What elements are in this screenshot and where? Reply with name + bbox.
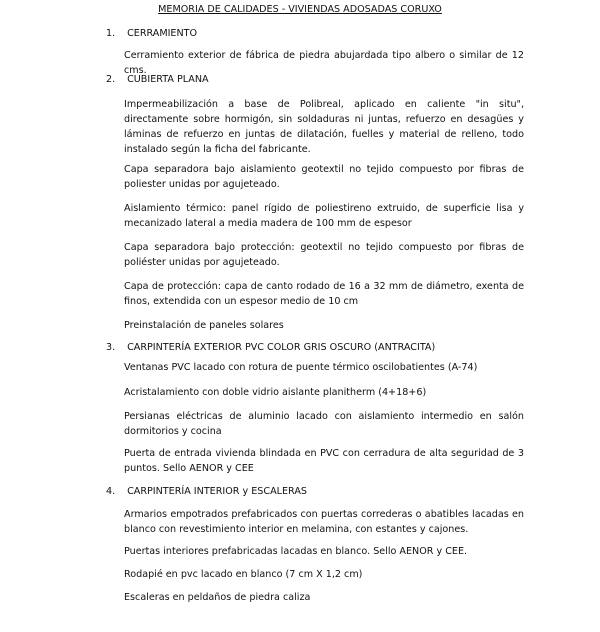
- paragraph: Puerta de entrada vivienda blindada en PVC con cerradura de alta seguridad de 3 puntos. Sello AENOR y CEE: [124, 448, 524, 474]
- paragraph: Capa de protección: capa de canto rodado de 16 a 32 mm de diámetro, exenta de finos, extendida con un espesor medio de 10 cm: [124, 281, 524, 307]
- section-title: CUBIERTA PLANA: [127, 74, 209, 85]
- section-heading-cerramiento: [106, 26, 586, 41]
- paragraph: Ventanas PVC lacado con rotura de puente térmico oscilobatientes (A-74): [124, 362, 478, 373]
- section-heading-carpinteria-interior: [106, 484, 586, 499]
- paragraph: Rodapié en pvc lacado en blanco (7 cm X 1,2 cm): [124, 569, 363, 580]
- paragraph: Cerramiento exterior de fábrica de piedra abujardada tipo albero o similar de 12 cms.: [124, 50, 524, 76]
- section-number: 1.: [106, 28, 116, 39]
- section-heading-cubierta-plana: [106, 72, 586, 87]
- paragraph: Puertas interiores prefabricadas lacadas en blanco. Sello AENOR y CEE.: [124, 546, 468, 557]
- paragraph: Capa separadora bajo protección: geotextil no tejido compuesto por fibras de poliéster unidas por agujeteado.: [124, 242, 524, 268]
- paragraph: Armarios empotrados prefabricados con puertas correderas o abatibles lacadas en blanco con revestimiento interior en melamina, con estantes y cajones.: [124, 509, 524, 535]
- paragraph: Persianas eléctricas de aluminio lacado con aislamiento intermedio en salón dormitorios y cocina: [124, 411, 524, 437]
- paragraph: Escaleras en peldaños de piedra caliza: [124, 592, 311, 603]
- section-title: CERRAMIENTO: [127, 28, 198, 39]
- section-number: 3.: [106, 342, 116, 353]
- paragraph: Aislamiento térmico: panel rígido de poliestireno extruido, de superficie lisa y mecanizado lateral a media madera de 100 mm de espesor: [124, 203, 524, 229]
- paragraph: Preinstalación de paneles solares: [124, 320, 284, 331]
- paragraph: Capa separadora bajo aislamiento geotextil no tejido compuesto por fibras de poliester unidas por agujeteado.: [124, 164, 524, 190]
- section-heading-carpinteria-exterior: [106, 340, 586, 355]
- section-number: 2.: [106, 74, 116, 85]
- section-title: CARPINTERÍA INTERIOR y ESCALERAS: [127, 486, 307, 497]
- paragraph: Impermeabilización a base de Polibreal, aplicado en caliente "in situ", directamente sobre hormigón, sin soldaduras ni juntas, refuerzo en desagües y láminas de refuerzo en juntas de dilatación, fuelles y material de relleno, todo instalado según la ficha del fabricante.: [124, 99, 524, 155]
- document-title: MEMORIA DE CALIDADES - VIVIENDAS ADOSADAS CORUXO: [158, 4, 442, 15]
- section-title: CARPINTERÍA EXTERIOR PVC COLOR GRIS OSCURO (ANTRACITA): [127, 342, 436, 353]
- paragraph: Acristalamiento con doble vidrio aislante planitherm (4+18+6): [124, 387, 427, 398]
- section-number: 4.: [106, 486, 116, 497]
